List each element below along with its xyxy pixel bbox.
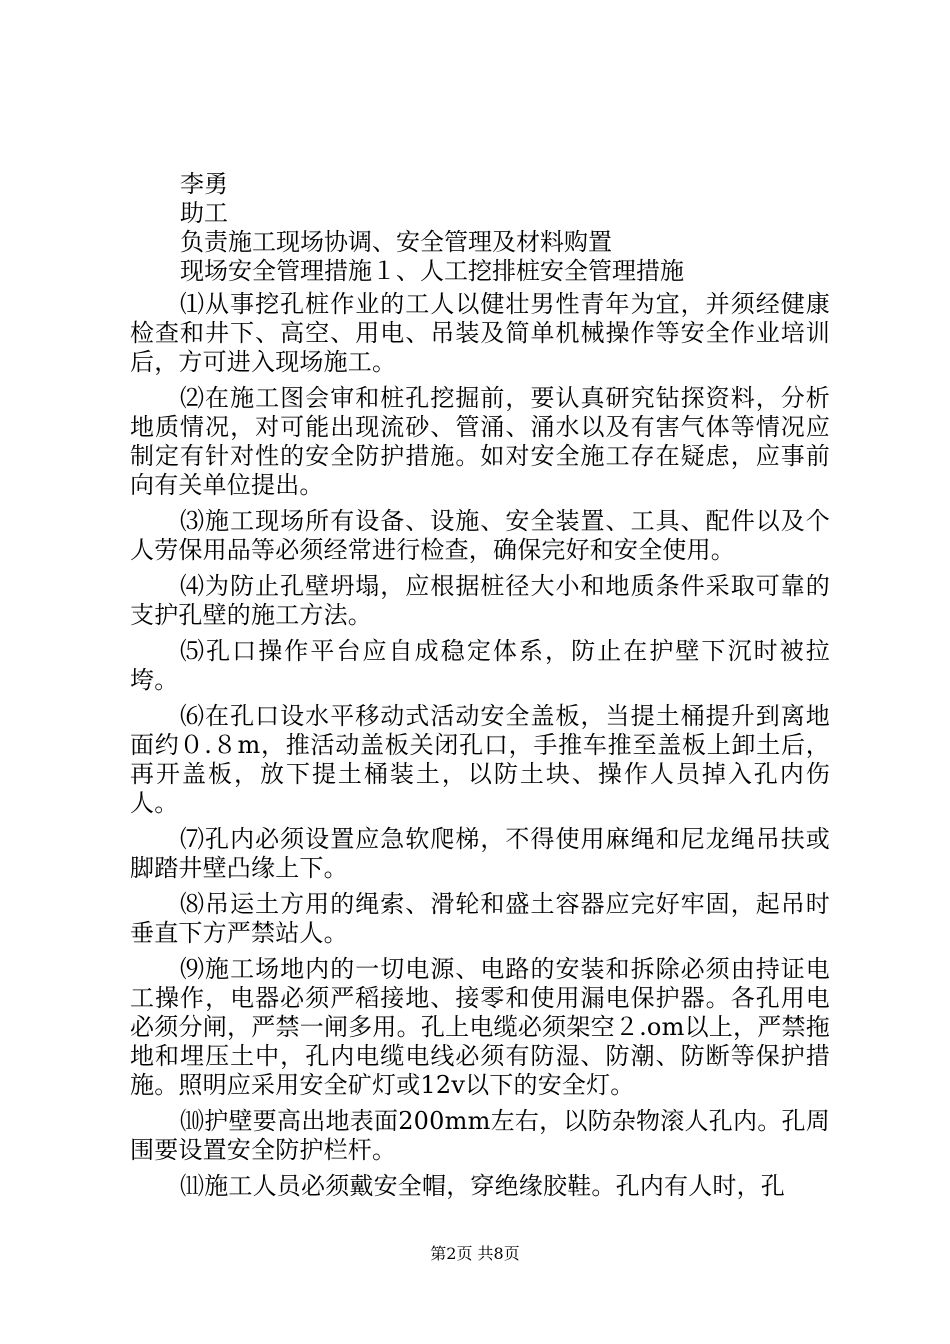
paragraph-1: ⑴从事挖孔桩作业的工人以健壮男性青年为宜，并须经健康检查和井下、高空、用电、吊装及简单机械操作等安全作业培训后，方可进入现场施工。 [130, 290, 830, 376]
section-heading: 现场安全管理措施１、人工挖排桩安全管理措施 [180, 257, 684, 285]
page-footer [0, 1244, 950, 1264]
page-number-label: 第2页 共8页 [430, 1244, 520, 1263]
person-name: 李勇 [180, 170, 228, 198]
paragraph-4: ⑷为防止孔壁坍塌，应根据桩径大小和地质条件采取可靠的支护孔壁的施工方法。 [130, 572, 830, 629]
paragraph-6: ⑹在孔口设水平移动式活动安全盖板，当提土桶提升到离地面约０.８m，推活动盖板关闭孔口，手推车推至盖板上卸土后，再开盖板，放下提土桶装土，以防土块、操作人员掉入孔内伤人。 [130, 702, 830, 817]
paragraph-10: ⑽护壁要高出地表面200mm左右，以防杂物滚人孔内。孔周围要设置安全防护栏杆。 [130, 1107, 830, 1164]
paragraph-11: ⑾施工人员必须戴安全帽，穿绝缘胶鞋。孔内有人时，孔 [180, 1172, 785, 1200]
document-body [130, 170, 830, 1208]
paragraph-9: ⑼施工场地内的一切电源、电路的安装和拆除必须由持证电工操作，电器必须严稻接地、接零和使用漏电保护器。各孔用电必须分闸，严禁一闸多用。孔上电缆必须架空２.om以上，严禁拖地和埋压土中，孔内电缆电线必须有防湿、防潮、防断等保护措施。照明应采用安全矿灯或12v以下的安全灯。 [130, 955, 830, 1099]
paragraph-8: ⑻吊运土方用的绳索、滑轮和盛土容器应完好牢固，起吊时垂直下方严禁站人。 [130, 890, 830, 947]
paragraph-7: ⑺孔内必须设置应急软爬梯，不得使用麻绳和尼龙绳吊扶或脚踏井壁凸缘上下。 [130, 825, 830, 882]
paragraph-2: ⑵在施工图会审和桩孔挖掘前，要认真研究钻探资料，分析地质情况，对可能出现流砂、管涌、涌水以及有害气体等情况应制定有针对性的安全防护措施。如对安全施工存在疑虑，应事前向有关单位提出。 [130, 384, 830, 499]
paragraph-3: ⑶施工现场所有设备、设施、安全装置、工具、配件以及个人劳保用品等必须经常进行检查，确保完好和安全使用。 [130, 507, 830, 564]
person-duty: 负责施工现场协调、安全管理及材料购置 [180, 228, 612, 256]
person-title: 助工 [180, 199, 228, 227]
paragraph-5: ⑸孔口操作平台应自成稳定体系，防止在护壁下沉时被拉垮。 [130, 637, 830, 694]
